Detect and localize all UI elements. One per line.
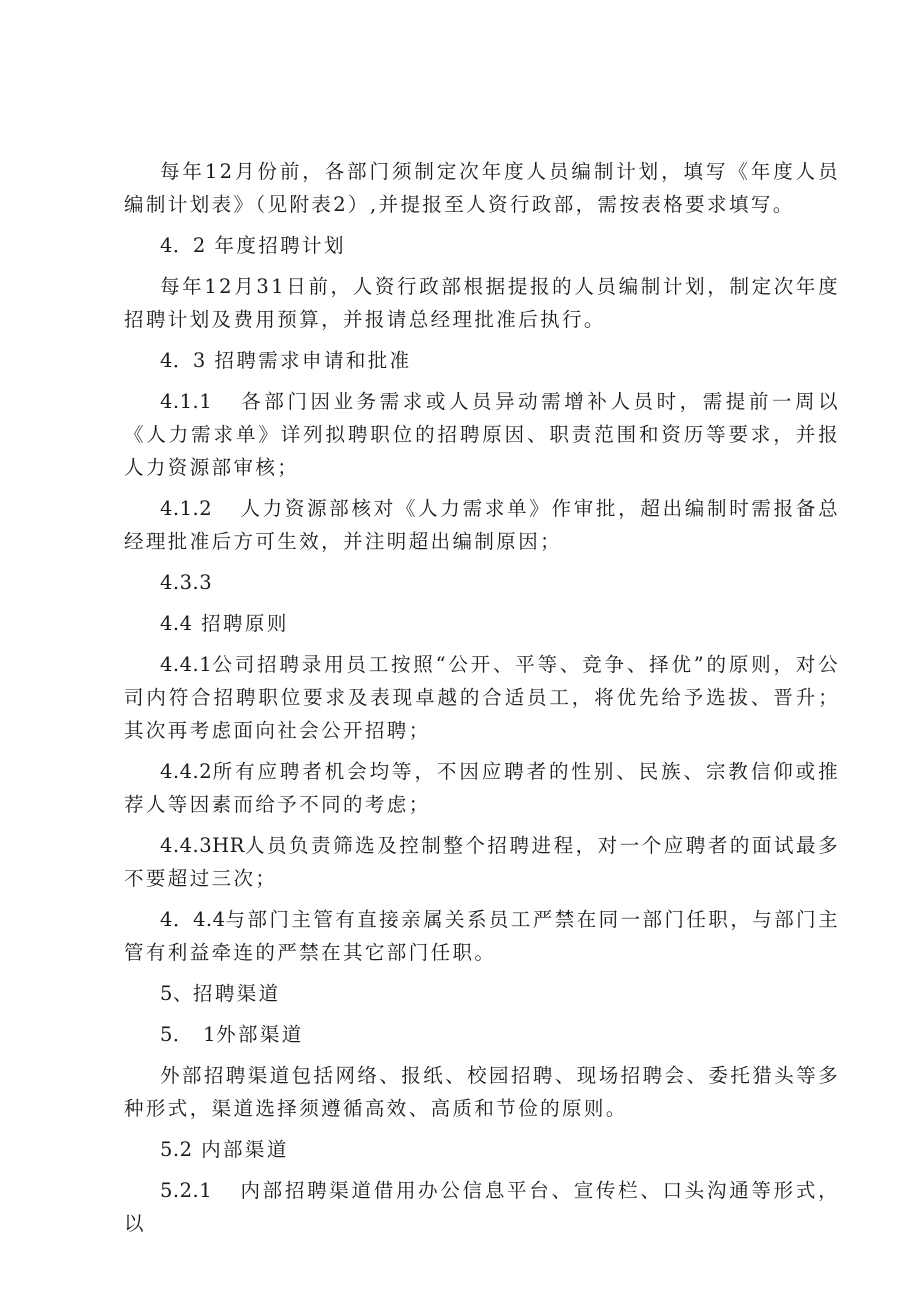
heading-5-1 bbox=[124, 1018, 840, 1051]
clause-text: 所有应聘者机会均等，不因应聘者的性别、民族、宗教信仰或推荐人等因素而给予不同的考虑； bbox=[124, 760, 840, 816]
paragraph-external-channels bbox=[124, 1059, 840, 1125]
clause-number: 4.4.2 bbox=[160, 760, 213, 783]
section-number: 4．3 bbox=[160, 349, 206, 372]
section-title: 招聘渠道 bbox=[192, 982, 281, 1005]
section-title: 招聘原则 bbox=[201, 612, 289, 635]
clause-4-1-1 bbox=[124, 385, 840, 484]
paragraph-text: 外部招聘渠道包括网络、报纸、校园招聘、现场招聘会、委托猎头等多种形式，渠道选择须遵循高效、高质和节俭的原则。 bbox=[124, 1064, 840, 1120]
clause-text: 与部门主管有直接亲属关系员工严禁在同一部门任职，与部门主管有利益牵连的严禁在其它部门任职。 bbox=[124, 908, 840, 964]
section-number: 4.4 bbox=[160, 612, 193, 635]
clause-number: 4．4.4 bbox=[160, 908, 226, 931]
clause-text: 内部招聘渠道借用办公信息平台、宣传栏、口头沟通等形式，以 bbox=[124, 1179, 840, 1235]
clause-number: 4.4.3HR bbox=[160, 834, 245, 857]
clause-text: 人力资源部核对《人力需求单》作审批，超出编制时需报备总经理批准后方可生效，并注明超出编制原因； bbox=[124, 497, 840, 553]
clause-number: 5.2.1 bbox=[160, 1179, 213, 1202]
clause-4-1-2 bbox=[124, 492, 840, 558]
heading-4-4 bbox=[124, 607, 840, 640]
section-number: 5． 1 bbox=[160, 1023, 217, 1046]
clause-4-4-2 bbox=[124, 755, 840, 821]
clause-5-2-1 bbox=[124, 1174, 840, 1240]
clause-number: 4.1.2 bbox=[160, 497, 213, 520]
clause-4-4-4 bbox=[124, 903, 840, 969]
clause-number: 4.1.1 bbox=[160, 390, 213, 413]
section-title: 外部渠道 bbox=[216, 1023, 304, 1046]
paragraph-headcount-plan bbox=[124, 155, 840, 221]
paragraph-text: 每年12月份前，各部门须制定次年度人员编制计划，填写《年度人员编制计划表》（见附表2）,并提报至人资行政部，需按表格要求填写。 bbox=[124, 160, 840, 216]
clause-text: 公司招聘录用员工按照“公开、平等、竞争、择优”的原则，对公司内符合招聘职位要求及表现卓越的合适员工，将优先给予选拔、晋升；其次再考虑面向社会公开招聘； bbox=[124, 653, 840, 742]
section-number: 4.3.3 bbox=[160, 571, 213, 594]
section-title: 年度招聘计划 bbox=[214, 234, 346, 257]
clause-4-4-3 bbox=[124, 829, 840, 895]
heading-4-3 bbox=[124, 344, 840, 377]
heading-5-2 bbox=[124, 1133, 840, 1166]
paragraph-text: 每年12月31日前，人资行政部根据提报的人员编制计划，制定次年度招聘计划及费用预算，并报请总经理批准后执行。 bbox=[124, 275, 840, 331]
heading-4-3-3 bbox=[124, 566, 840, 599]
section-number: 5.2 bbox=[160, 1138, 193, 1161]
clause-text: 各部门因业务需求或人员异动需增补人员时，需提前一周以《人力需求单》详列拟聘职位的招聘原因、职责范围和资历等要求，并报人力资源部审核； bbox=[124, 390, 840, 479]
section-title: 招聘需求申请和批准 bbox=[214, 349, 412, 372]
clause-number: 4.4.1 bbox=[160, 653, 213, 676]
clause-4-4-1 bbox=[124, 648, 840, 747]
section-number: 5、 bbox=[160, 982, 193, 1005]
section-number: 4．2 bbox=[160, 234, 206, 257]
heading-4-2 bbox=[124, 229, 840, 262]
section-title: 内部渠道 bbox=[201, 1138, 289, 1161]
heading-5 bbox=[124, 977, 840, 1010]
clause-text: 人员负责筛选及控制整个招聘进程，对一个应聘者的面试最多不要超过三次； bbox=[124, 834, 840, 890]
paragraph-recruitment-plan bbox=[124, 270, 840, 336]
